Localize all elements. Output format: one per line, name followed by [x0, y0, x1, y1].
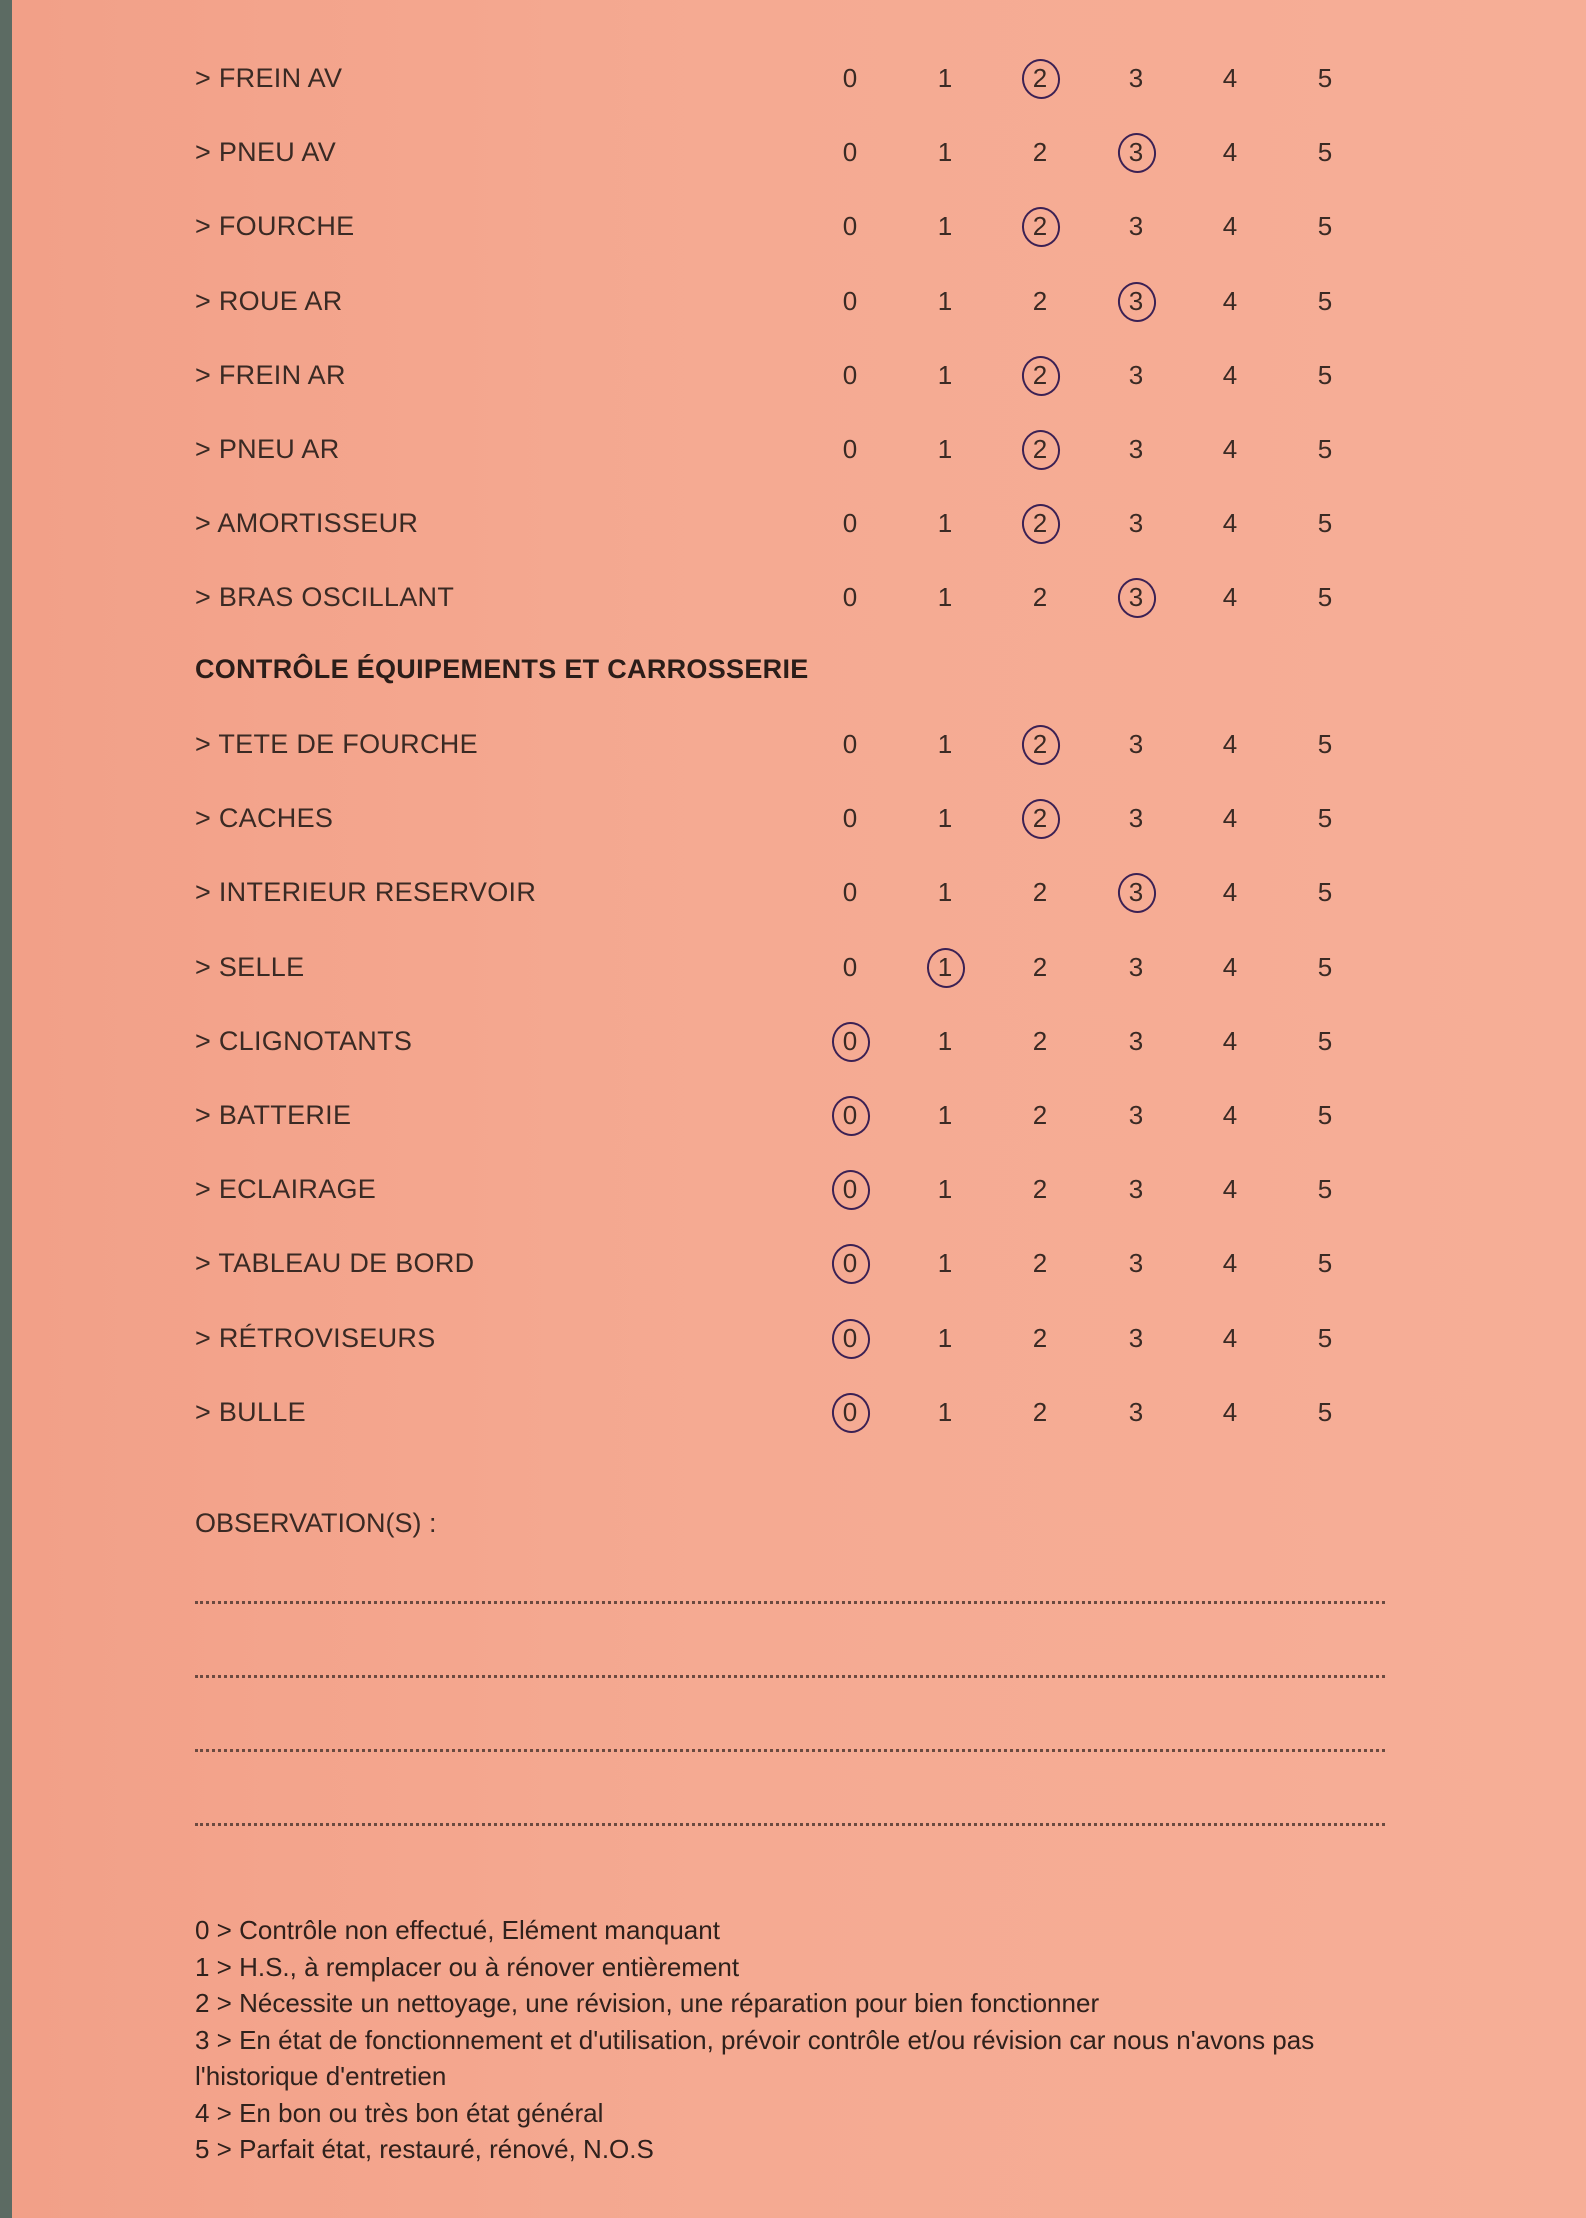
- score-options: [12, 497, 1586, 547]
- inspection-item-label: > PNEU AV: [195, 137, 337, 168]
- score-option[interactable]: 5: [1317, 285, 1333, 316]
- score-option-selected[interactable]: 3: [1116, 580, 1156, 614]
- score-option[interactable]: 5: [1317, 434, 1333, 464]
- score-options: [12, 200, 1586, 250]
- score-option[interactable]: 1: [937, 1100, 953, 1130]
- score-option[interactable]: 4: [1222, 1025, 1238, 1056]
- observation-line-3[interactable]: [195, 1749, 1385, 1752]
- score-option[interactable]: 4: [1222, 434, 1238, 464]
- score-option[interactable]: 2: [1032, 1396, 1048, 1427]
- score-option[interactable]: 5: [1317, 1322, 1333, 1353]
- score-option-selected[interactable]: 2: [1020, 506, 1060, 540]
- score-option[interactable]: 3: [1128, 1100, 1144, 1130]
- score-option[interactable]: 5: [1317, 877, 1333, 908]
- score-option[interactable]: 1: [937, 285, 953, 316]
- score-option[interactable]: 3: [1128, 1025, 1144, 1056]
- observation-line-4[interactable]: [195, 1823, 1385, 1826]
- score-option[interactable]: 3: [1128, 63, 1144, 93]
- inspection-row: [12, 275, 1586, 325]
- inspection-row: [12, 1089, 1586, 1139]
- score-option[interactable]: 1: [937, 1322, 953, 1353]
- score-option[interactable]: 5: [1317, 211, 1333, 242]
- inspection-row: [12, 1386, 1586, 1436]
- score-option-selected[interactable]: 0: [830, 1395, 870, 1429]
- legend-item-1: 1 > H.S., à remplacer ou à rénover entièrement: [195, 1951, 740, 1982]
- score-option[interactable]: 1: [937, 63, 953, 93]
- observations-title: OBSERVATION(S) :: [195, 1508, 437, 1538]
- score-option[interactable]: 5: [1317, 508, 1333, 539]
- score-option[interactable]: 5: [1317, 803, 1333, 834]
- score-option-selected[interactable]: 2: [1020, 358, 1060, 392]
- score-option[interactable]: 1: [937, 137, 953, 168]
- score-option[interactable]: 0: [842, 137, 858, 168]
- inspection-row: [12, 126, 1586, 176]
- score-option[interactable]: 4: [1222, 211, 1238, 242]
- inspection-row: [12, 1312, 1586, 1362]
- score-option[interactable]: 1: [937, 1396, 953, 1427]
- legend-item-2: 2 > Nécessite un nettoyage, une révision, une réparation pour bien fonctionner: [195, 1988, 1100, 2018]
- inspection-row: [12, 1237, 1586, 1287]
- score-option[interactable]: 1: [937, 1025, 953, 1056]
- score-option[interactable]: 4: [1222, 729, 1238, 759]
- score-options: [12, 349, 1586, 399]
- score-option[interactable]: 1: [937, 1174, 953, 1205]
- score-option-selected[interactable]: 0: [830, 1024, 870, 1058]
- score-option[interactable]: 4: [1222, 951, 1238, 982]
- score-option[interactable]: 4: [1222, 285, 1238, 316]
- score-option[interactable]: 2: [1032, 1248, 1048, 1279]
- score-option[interactable]: 0: [842, 434, 858, 464]
- score-options: [12, 126, 1586, 176]
- score-options: [12, 423, 1586, 473]
- inspection-item-label: > CLIGNOTANTS: [195, 1025, 413, 1056]
- score-option[interactable]: 0: [842, 508, 858, 539]
- score-option[interactable]: 0: [842, 285, 858, 316]
- inspection-item-label: > FREIN AV: [195, 63, 343, 93]
- score-option[interactable]: 1: [937, 434, 953, 464]
- score-option[interactable]: 2: [1032, 285, 1048, 316]
- score-option-selected[interactable]: 3: [1116, 284, 1156, 318]
- score-legend: [195, 1912, 1425, 2168]
- score-option[interactable]: 5: [1317, 1248, 1333, 1279]
- inspection-row: [12, 423, 1586, 473]
- score-option[interactable]: 3: [1128, 803, 1144, 834]
- observation-line-2[interactable]: [195, 1675, 1385, 1678]
- score-option-selected[interactable]: 2: [1020, 209, 1060, 243]
- score-option[interactable]: 3: [1128, 1248, 1144, 1279]
- score-options: [12, 1015, 1586, 1065]
- score-option[interactable]: 3: [1128, 1396, 1144, 1427]
- score-option[interactable]: 2: [1032, 1025, 1048, 1056]
- score-option[interactable]: 4: [1222, 1174, 1238, 1205]
- legend-item-5: 5 > Parfait état, restauré, rénové, N.O.S: [195, 2134, 654, 2164]
- score-option[interactable]: 1: [937, 508, 953, 539]
- score-option-selected[interactable]: 3: [1116, 875, 1156, 909]
- score-option[interactable]: 2: [1032, 1100, 1048, 1130]
- score-option[interactable]: 0: [842, 359, 858, 390]
- score-option-selected[interactable]: 2: [1020, 801, 1060, 835]
- score-options: [12, 52, 1586, 102]
- score-option[interactable]: 3: [1128, 1322, 1144, 1353]
- score-options: [12, 1089, 1586, 1139]
- inspection-row: [12, 792, 1586, 842]
- observation-line-1[interactable]: [195, 1601, 1385, 1604]
- score-option[interactable]: 0: [842, 63, 858, 93]
- score-option[interactable]: 0: [842, 211, 858, 242]
- score-option[interactable]: 5: [1317, 1174, 1333, 1205]
- inspection-item-label: > SELLE: [195, 951, 305, 982]
- score-option[interactable]: 4: [1222, 1100, 1238, 1130]
- score-option-selected[interactable]: 0: [830, 1321, 870, 1355]
- inspection-row: [12, 941, 1586, 991]
- inspection-form-sheet: [12, 0, 1586, 2218]
- inspection-item-label: > BULLE: [195, 1396, 306, 1427]
- inspection-row: [12, 718, 1586, 768]
- score-option-selected[interactable]: 2: [1020, 727, 1060, 761]
- score-option[interactable]: 4: [1222, 359, 1238, 390]
- score-option[interactable]: 5: [1317, 1100, 1333, 1130]
- score-option[interactable]: 4: [1222, 1248, 1238, 1279]
- score-option[interactable]: 1: [937, 729, 953, 759]
- score-option-selected[interactable]: 0: [830, 1246, 870, 1280]
- score-option[interactable]: 3: [1128, 729, 1144, 759]
- inspection-row: [12, 1015, 1586, 1065]
- score-options: [12, 941, 1586, 991]
- score-option[interactable]: 2: [1032, 582, 1048, 613]
- inspection-item-label: > ROUE AR: [195, 285, 343, 316]
- section-title-equipements: CONTRÔLE ÉQUIPEMENTS ET CARROSSERIE: [195, 654, 809, 684]
- score-option[interactable]: 1: [937, 877, 953, 908]
- score-options: [12, 1312, 1586, 1362]
- score-option[interactable]: 5: [1317, 582, 1333, 613]
- inspection-item-label: > PNEU AR: [195, 434, 340, 464]
- inspection-item-label: > BRAS OSCILLANT: [195, 582, 455, 613]
- score-option-selected[interactable]: 2: [1020, 61, 1060, 95]
- inspection-item-label: > BATTERIE: [195, 1100, 352, 1130]
- score-options: [12, 866, 1586, 916]
- score-options: [12, 1237, 1586, 1287]
- inspection-row: [12, 866, 1586, 916]
- score-option[interactable]: 1: [937, 1248, 953, 1279]
- inspection-item-label: > CACHES: [195, 803, 334, 834]
- score-option[interactable]: 4: [1222, 137, 1238, 168]
- score-option[interactable]: 2: [1032, 1322, 1048, 1353]
- score-option[interactable]: 2: [1032, 951, 1048, 982]
- inspection-item-label: > FREIN AR: [195, 359, 346, 390]
- score-option[interactable]: 5: [1317, 359, 1333, 390]
- score-option-selected[interactable]: 0: [830, 1172, 870, 1206]
- score-option-selected[interactable]: 1: [925, 950, 965, 984]
- inspection-item-label: > FOURCHE: [195, 211, 355, 242]
- score-option[interactable]: 3: [1128, 211, 1144, 242]
- score-option[interactable]: 5: [1317, 729, 1333, 759]
- score-option[interactable]: 0: [842, 877, 858, 908]
- score-option[interactable]: 3: [1128, 1174, 1144, 1205]
- score-option[interactable]: 5: [1317, 137, 1333, 168]
- score-option-selected[interactable]: 2: [1020, 432, 1060, 466]
- score-option[interactable]: 5: [1317, 951, 1333, 982]
- score-options: [12, 275, 1586, 325]
- score-option[interactable]: 2: [1032, 1174, 1048, 1205]
- score-option[interactable]: 4: [1222, 803, 1238, 834]
- score-option[interactable]: 3: [1128, 508, 1144, 539]
- score-option[interactable]: 4: [1222, 582, 1238, 613]
- legend-item-0: 0 > Contrôle non effectué, Elément manquant: [195, 1915, 720, 1945]
- inspection-item-label: > TABLEAU DE BORD: [195, 1248, 475, 1279]
- score-options: [12, 718, 1586, 768]
- inspection-item-label: > ECLAIRAGE: [195, 1174, 377, 1205]
- score-option[interactable]: 3: [1128, 434, 1144, 464]
- score-options: [12, 571, 1586, 621]
- score-option-selected[interactable]: 0: [830, 1098, 870, 1132]
- score-options: [12, 792, 1586, 842]
- score-option[interactable]: 3: [1128, 951, 1144, 982]
- score-option-selected[interactable]: 3: [1116, 135, 1156, 169]
- score-options: [12, 1386, 1586, 1436]
- score-option[interactable]: 1: [937, 803, 953, 834]
- score-option[interactable]: 4: [1222, 508, 1238, 539]
- score-option[interactable]: 0: [842, 729, 858, 759]
- inspection-item-label: > AMORTISSEUR: [195, 508, 419, 539]
- score-option[interactable]: 1: [937, 359, 953, 390]
- score-option[interactable]: 4: [1222, 1396, 1238, 1427]
- score-options: [12, 1163, 1586, 1213]
- score-option[interactable]: 0: [842, 951, 858, 982]
- inspection-item-label: > TETE DE FOURCHE: [195, 729, 478, 759]
- legend-item-4: 4 > En bon ou très bon état général: [195, 2097, 604, 2128]
- legend-item-3: 3 > En état de fonctionnement et d'utilisation, prévoir contrôle et/ou révision car nous n'avons pas l'historique d'entretien: [195, 2024, 1315, 2091]
- score-option[interactable]: 4: [1222, 877, 1238, 908]
- score-option[interactable]: 4: [1222, 1322, 1238, 1353]
- score-option[interactable]: 2: [1032, 137, 1048, 168]
- inspection-row: [12, 200, 1586, 250]
- inspection-item-label: > RÉTROVISEURS: [195, 1322, 436, 1353]
- score-option[interactable]: 3: [1128, 359, 1144, 390]
- score-option[interactable]: 0: [842, 582, 858, 613]
- inspection-row: [12, 571, 1586, 621]
- score-option[interactable]: 5: [1317, 1025, 1333, 1056]
- score-option[interactable]: 1: [937, 582, 953, 613]
- inspection-item-label: > INTERIEUR RESERVOIR: [195, 877, 537, 908]
- inspection-row: [12, 52, 1586, 102]
- score-option[interactable]: 1: [937, 211, 953, 242]
- inspection-row: [12, 349, 1586, 399]
- inspection-row: [12, 497, 1586, 547]
- score-option[interactable]: 0: [842, 803, 858, 834]
- score-option[interactable]: 5: [1317, 63, 1333, 93]
- score-option[interactable]: 4: [1222, 63, 1238, 93]
- score-option[interactable]: 5: [1317, 1396, 1333, 1427]
- inspection-row: [12, 1163, 1586, 1213]
- score-option[interactable]: 2: [1032, 877, 1048, 908]
